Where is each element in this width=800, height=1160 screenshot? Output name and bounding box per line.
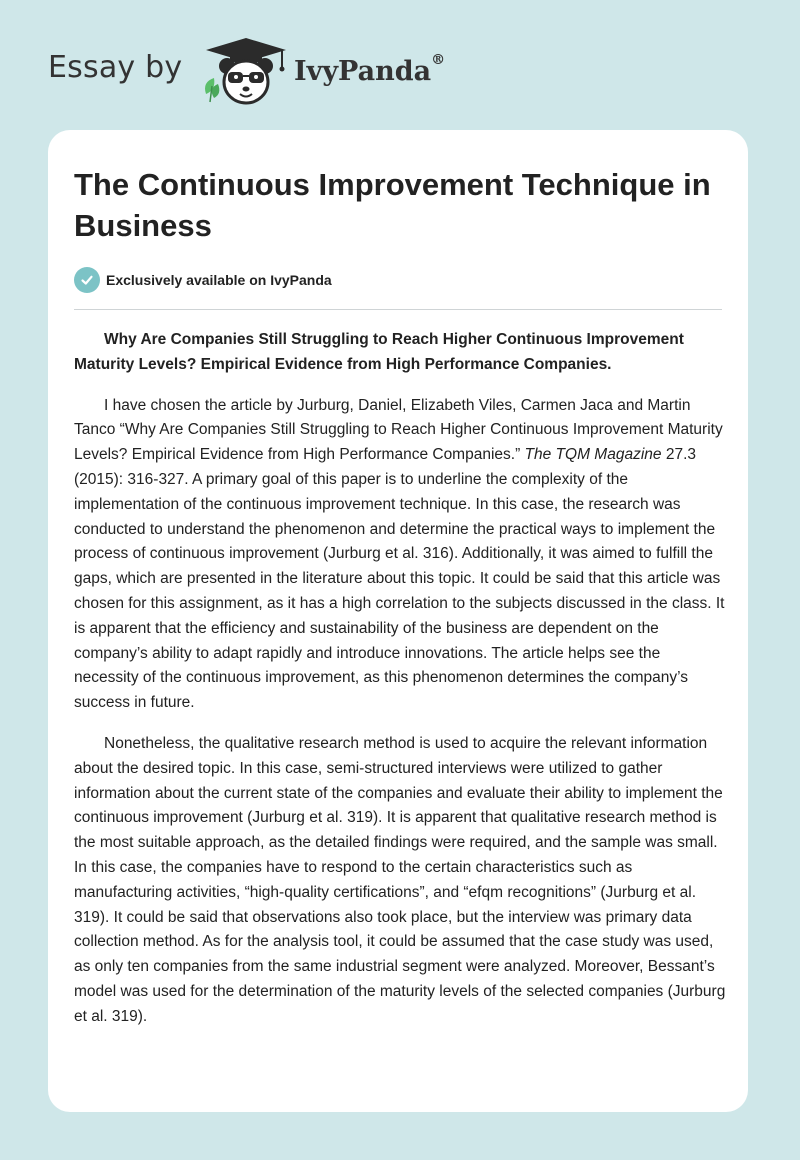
- article-title: The Continuous Improvement Technique in Business: [74, 167, 711, 243]
- paragraph-1-text-a: I have chosen the article by Jurburg, Daniel, Elizabeth Viles, Carmen Jaca and Martin Tanco “Why Are Companies Still Struggling to Reach Higher Continuous Improvement Maturity Levels? Empirical Evidence from High Performance Companies.”: [74, 396, 723, 464]
- paragraph-1: [74, 394, 726, 716]
- brand-name[interactable]: [294, 52, 446, 87]
- exclusive-badge-text: Exclusively available on IvyPanda: [106, 272, 332, 288]
- essay-by-label: Essay by: [48, 50, 183, 85]
- check-icon: [74, 267, 100, 293]
- journal-title: The TQM Magazine: [524, 446, 662, 464]
- exclusive-badge: [74, 266, 722, 294]
- article-card: [48, 130, 748, 1112]
- panda-graduate-logo-icon[interactable]: [200, 36, 292, 108]
- divider: [74, 309, 722, 310]
- site-header: [48, 36, 508, 108]
- registered-mark: ®: [431, 52, 446, 68]
- paragraph-1-text-b: 27.3 (2015): 316-327. A primary goal of this paper is to underline the complexity of the implementation of the continuous improvement technique. In this case, the research was conducted to understand the phenomenon and determine the practical ways to implement the process of continuous improvement (Jurburg et al. 316). Additionally, it was aimed to fulfill the gaps, which are presented in the literature about this topic. It could be said that this article was chosen for this assignment, as it has a high correlation to the subjects discussed in the class. It is apparent that the efficiency and sustainability of the business are dependent on the company’s ability to adapt rapidly and introduce innovations. The article helps see the necessity of the continuous improvement, as this phenomenon determines the company’s success in future.: [74, 446, 725, 712]
- article-body: [74, 328, 726, 1030]
- paragraph-2: Nonetheless, the qualitative research method is used to acquire the relevant information about the desired topic. In this case, semi-structured interviews were utilized to gather information about the current state of the companies and evaluate their ability to implement the continuous improvement (Jurburg et al. 319). It is apparent that qualitative research method is the most suitable approach, as the detailed findings were required, and the sample was small. In this case, the companies have to respond to the certain characteristics such as manufacturing activities, “high-quality certifications”, and “efqm recognitions” (Jurburg et al. 319). It could be said that observations also took place, but the interview was primary data collection method. As for the analysis tool, it could be assumed that the case study was used, as only ten companies from the same industrial segment were analyzed. Moreover, Bessant’s model was used for the determination of the maturity levels of the selected companies (Jurburg et al. 319).: [74, 734, 726, 1025]
- article-subheading: Why Are Companies Still Struggling to Reach Higher Continuous Improvement Maturity Levels? Empirical Evidence from High Performance Companies.: [74, 331, 684, 373]
- brand-name-text: IvyPanda: [294, 56, 432, 87]
